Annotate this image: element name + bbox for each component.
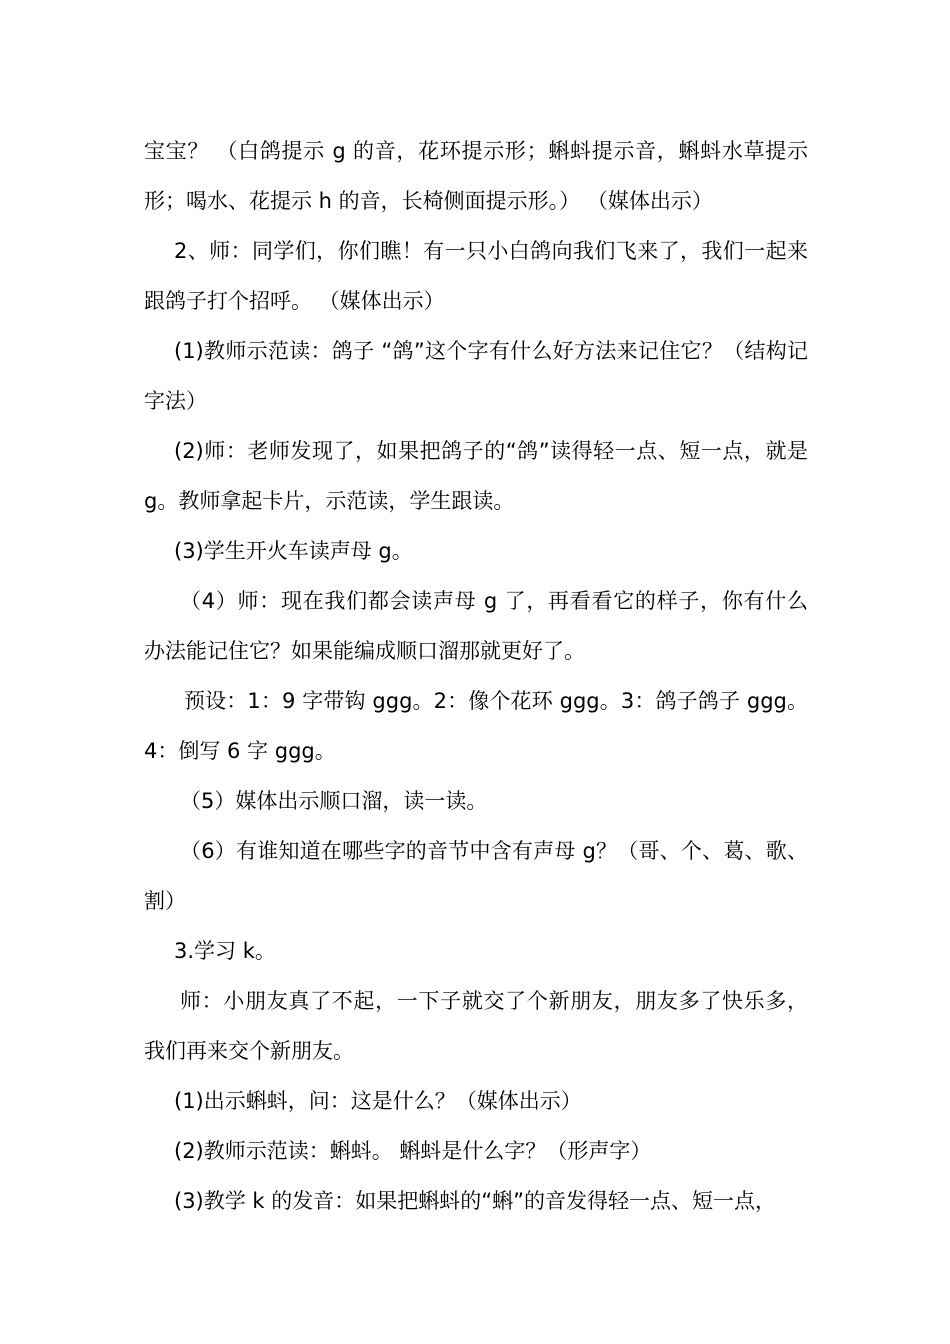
paragraph-6: （4）师：现在我们都会读声母 g 了，再看看它的样子，你有什么办法能记住它？如果能编成顺口溜那就更好了。	[144, 589, 808, 663]
paragraph-1: 宝宝？ （白鸽提示 g 的音，花环提示形；蝌蚪提示音，蝌蚪水草提示形；喝水、花提示 h 的音，长椅侧面提示形。） （媒体出示）	[144, 139, 808, 213]
paragraph-11: 师：小朋友真了不起，一下子就交了个新朋友，朋友多了快乐多，我们再来交个新朋友。	[144, 989, 808, 1063]
paragraph-3: (1)教师示范读：鸽子 “鸽”这个字有什么好方法来记住它？（结构记字法）	[144, 339, 808, 413]
paragraph-8: （5）媒体出示顺口溜，读一读。	[180, 789, 488, 813]
paragraph-2: 2、师：同学们，你们瞧！有一只小白鸽向我们飞来了，我们一起来跟鸽子打个招呼。 （媒体出示）	[144, 239, 808, 313]
paragraph-13: (2)教师示范读：蝌蚪。 蝌蚪是什么字？（形声字）	[174, 1139, 652, 1163]
paragraph-4: (2)师：老师发现了，如果把鸽子的“鸽”读得轻一点、短一点，就是 g。教师拿起卡片，示范读，学生跟读。	[144, 439, 808, 513]
paragraph-12: (1)出示蝌蚪，问：这是什么？（媒体出示）	[174, 1089, 582, 1113]
paragraph-10: 3.学习 k。	[174, 939, 276, 963]
paragraph-9: （6）有谁知道在哪些字的音节中含有声母 g？（哥、个、葛、歌、割）	[144, 839, 808, 913]
paragraph-5: (3)学生开火车读声母 g。	[174, 539, 413, 563]
document-body	[144, 126, 808, 1226]
paragraph-7: 预设：1：9 字带钩 ggg。2：像个花环 ggg。3：鸽子鸽子 ggg。4：倒写 6 字 ggg。	[144, 689, 808, 763]
paragraph-14: (3)教学 k 的发音：如果把蝌蚪的“蝌”的音发得轻一点、短一点，	[174, 1189, 777, 1213]
